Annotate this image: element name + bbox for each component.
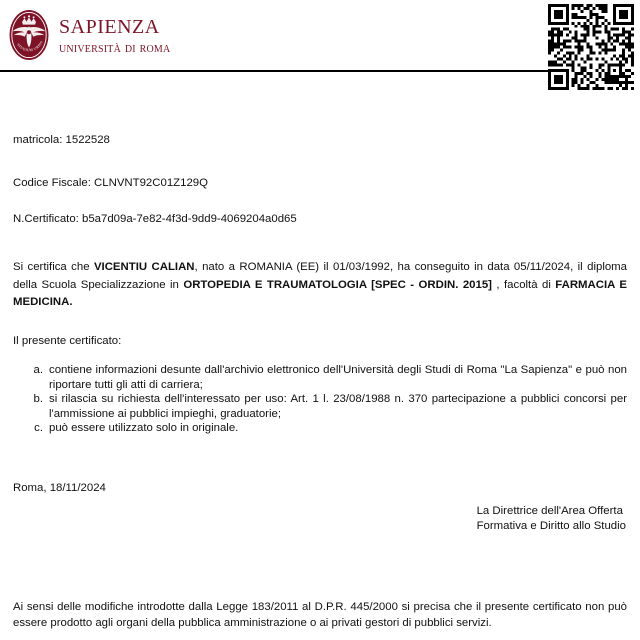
list-item <box>13 392 627 421</box>
sapienza-crest-icon <box>8 9 50 61</box>
list-intro: Il presente certificato: <box>13 335 122 347</box>
numero-certificato-field: N.Certificato: b5a7d09a-7e82-4f3d-9dd9-4069204a0d65 <box>13 213 297 225</box>
list-item-marker: c. <box>34 422 43 435</box>
document-header <box>0 0 640 72</box>
list-item-text: si rilascia su richiesta dell'interessato per uso: Art. 1 l. 23/08/1988 n. 370 partecipazione a pubblici concorsi per l'ammissione ai pubblici impieghi, graduatorie; <box>49 393 627 420</box>
certification-paragraph <box>13 259 627 312</box>
qr-code <box>548 4 634 90</box>
sapienza-wordmark <box>59 11 170 58</box>
place-and-date: Roma, 18/11/2024 <box>13 482 106 494</box>
list-item <box>13 421 627 436</box>
codice-fiscale-field: Codice Fiscale: CLNVNT92C01Z129Q <box>13 177 208 189</box>
matricola-field: matricola: 1522528 <box>13 134 110 146</box>
list-item-text: può essere utilizzato solo in originale. <box>49 422 239 435</box>
cert-text-part3: , facoltà di <box>491 278 556 291</box>
signature-block <box>477 504 626 534</box>
cert-text-part2: , nato a ROMANIA (EE) il 01/03/1992, ha conseguito in data 05/11/2024, il diploma della Scuola Specializzazione in <box>13 261 628 291</box>
svg-text:STUDIUM URBIS: STUDIUM URBIS <box>15 40 44 53</box>
legal-footer: Ai sensi delle modifiche introdotte dalla Legge 183/2011 al D.P.R. 445/2000 si precisa che il presente certificato non può essere prodotto agli organi della pubblica amministrazione o ai privati gestori di pubblici servizi. <box>13 601 627 629</box>
cert-text-part1: Si certifica che <box>13 261 94 273</box>
wordmark-subtitle: università di roma <box>59 39 171 56</box>
faculty-name: FARMACIA E MEDICINA. <box>13 278 627 308</box>
list-item-marker: a. <box>33 364 43 376</box>
wordmark-main: sapienza <box>59 9 160 41</box>
signature-line-2: Formativa e Diritto allo Studio <box>476 520 626 532</box>
sapienza-logo <box>8 9 170 61</box>
list-item-marker: b. <box>33 393 43 406</box>
student-name: VICENTIU CALIAN <box>93 261 195 273</box>
course-name: ORTOPEDIA E TRAUMATOLOGIA [SPEC - ORDIN. 2015] <box>183 278 492 291</box>
header-divider <box>0 70 556 72</box>
list-item-text: contiene informazioni desunte dall'archivio elettronico dell'Università degli Studi di Roma "La Sapienza" e può non riportare tutti gli atti di carriera; <box>49 364 627 391</box>
signature-line-1: La Direttrice dell'Area Offerta <box>476 505 623 517</box>
list-item <box>13 363 627 392</box>
conditions-list <box>13 363 627 436</box>
